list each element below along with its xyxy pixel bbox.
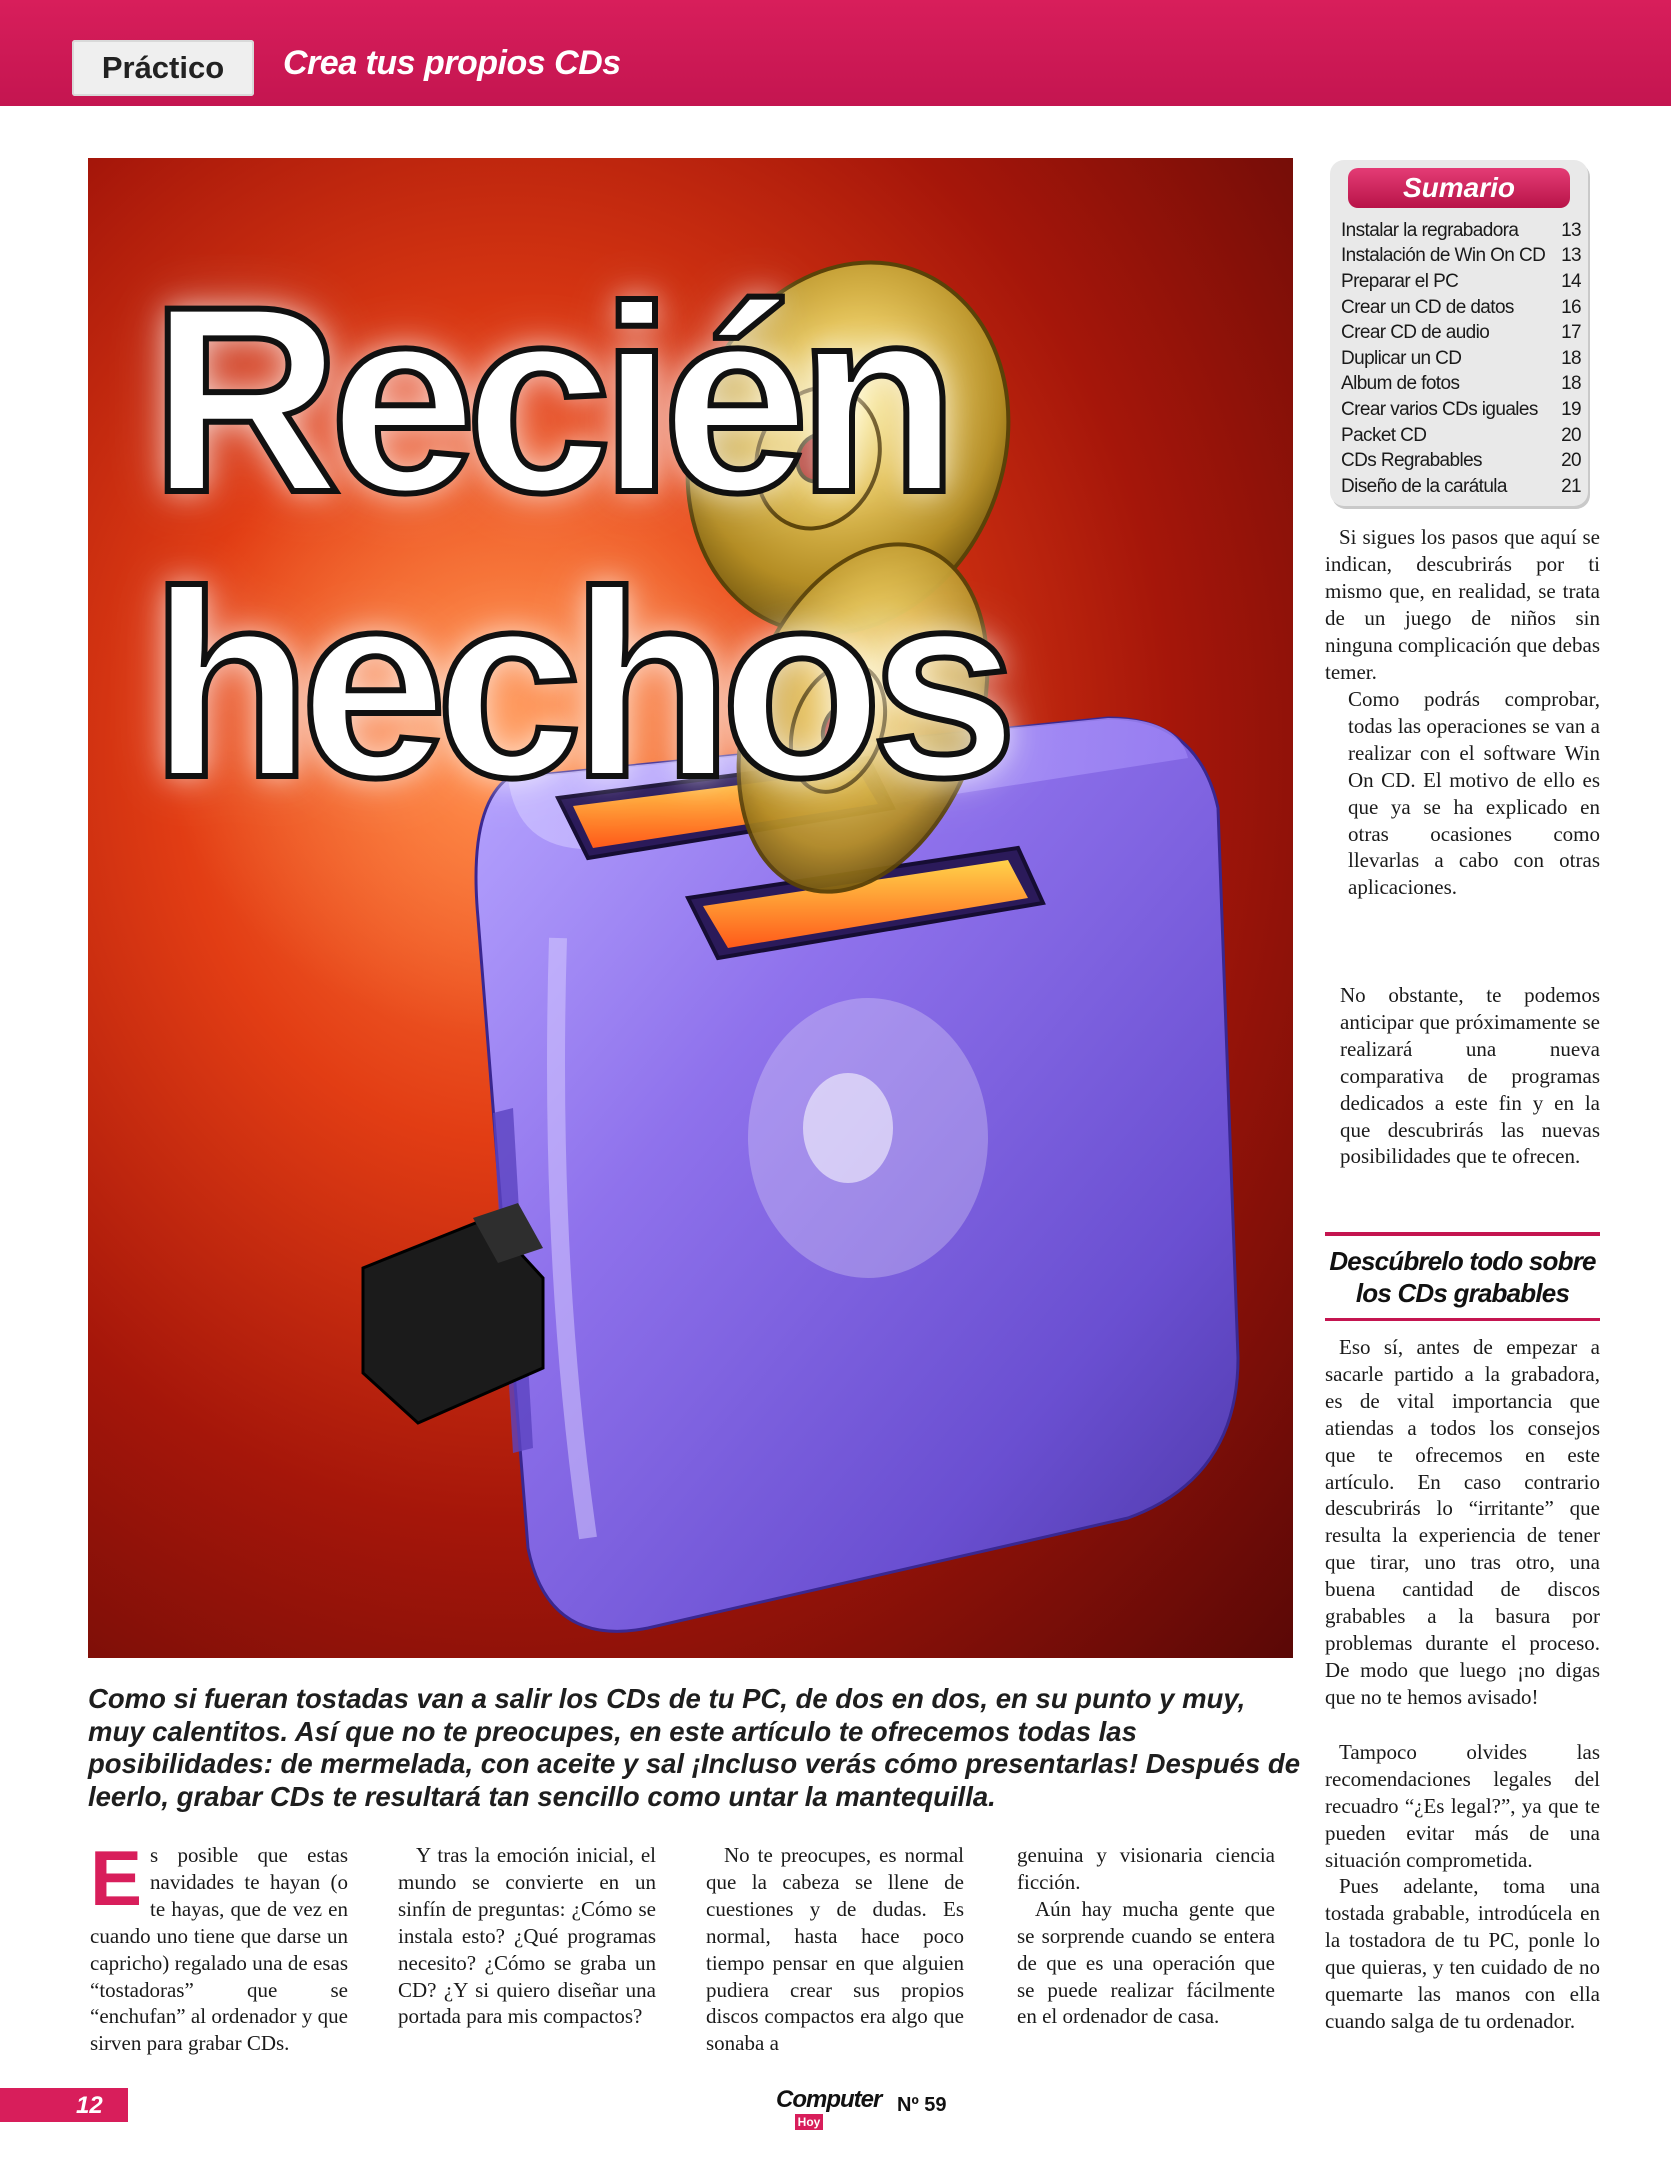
sumario-item	[1341, 474, 1581, 500]
sumario-item	[1341, 423, 1581, 449]
sidebar-paragraph: Como podrás comprobar, todas las operaciones se van a realizar con el software Win On CD. El motivo de ello es que ya se ha explicado en otras ocasiones como llevarlas a cabo con otras aplicaciones.	[1348, 687, 1600, 900]
sumario-item-page: 14	[1561, 270, 1581, 292]
sumario-item-label: Instalación de Win On CD	[1341, 245, 1546, 267]
sumario-item-page: 21	[1561, 475, 1581, 497]
sidebar-paragraph: No obstante, te podemos anticipar que próximamente se realizará una nueva comparativa de programas dedicados a este fin y en la que descubrirás las nuevas posibilidades que te ofrecen.	[1340, 983, 1600, 1169]
sumario-item	[1341, 346, 1581, 372]
sumario-item-label: Diseño de la carátula	[1341, 475, 1507, 497]
sumario-item-page: 13	[1561, 245, 1581, 267]
sidebar-paragraph: Pues adelante, toma una tostada grabable, introdúcela en la tostadora de tu PC, ponle lo que quieras, y ten cuidado de no quemarte las manos con ella cuando salga de tu ordenador.	[1325, 1874, 1600, 2033]
sumario-item-page: 17	[1561, 322, 1581, 344]
body-paragraph: Y tras la emoción inicial, el mundo se convierte en un sinfín de preguntas: ¿Cómo se instala esto? ¿Qué programas necesito? ¿Cómo se graba un CD? ¿Y si quiero diseñar una portada para mis compactos?	[398, 1843, 656, 2029]
sumario-item-label: Crear CD de audio	[1341, 322, 1490, 344]
body-paragraph: No te preocupes, es normal que la cabeza se llene de cuestiones y de dudas. Es normal, hasta hace poco tiempo pensar en que alguien pudiera crear sus propios discos compactos era algo que sonaba a	[706, 1843, 964, 2056]
footer-page-bar	[0, 2088, 128, 2122]
section-rule	[1325, 1318, 1600, 1321]
page-number: 12	[76, 2092, 103, 2119]
sumario-item-page: 13	[1561, 219, 1581, 241]
sumario-item-label: Preparar el PC	[1341, 270, 1459, 292]
sumario-list	[1341, 218, 1581, 500]
sumario-item-page: 19	[1561, 398, 1581, 420]
body-column-2	[398, 1842, 656, 2030]
body-paragraph: genuina y visionaria ciencia ficción.	[1017, 1843, 1275, 1894]
brand-logo-sub: Hoy	[795, 2114, 823, 2130]
sumario-item-page: 20	[1561, 450, 1581, 472]
sumario-box	[1330, 160, 1588, 506]
sumario-item-label: Instalar la regrabadora	[1341, 219, 1519, 241]
sumario-item-page: 16	[1561, 296, 1581, 318]
sumario-item	[1341, 244, 1581, 270]
sumario-item	[1341, 295, 1581, 321]
sumario-item-page: 20	[1561, 424, 1581, 446]
sumario-item	[1341, 448, 1581, 474]
sumario-title: Sumario	[1348, 168, 1570, 208]
brand-logo: Computer	[776, 2086, 882, 2113]
sumario-item-page: 18	[1561, 373, 1581, 395]
body-column-4	[1017, 1842, 1275, 2030]
hero-illustration	[88, 158, 1293, 1658]
section-label: Práctico	[72, 40, 254, 96]
drop-cap: E	[90, 1834, 143, 1922]
sidebar-paragraph: Eso sí, antes de empezar a sacarle partido a la grabadora, es de vital importancia que atiendas a todos los consejos que te ofrecemos en este artículo. En caso contrario descubrirás lo “irritante” que resulta la experiencia de tener que tirar, uno tras otro, una buena cantidad de discos grabables a la basura por problemas durante el proceso. De modo que luego ¡no digas que no te hemos avisado!	[1325, 1335, 1600, 1709]
sumario-item-label: Album de fotos	[1341, 373, 1460, 395]
sumario-item-page: 18	[1561, 347, 1581, 369]
body-paragraph: s posible que estas navidades te hayan (o te hayas, que de vez en cuando uno tiene que darse un capricho) regalado una de esas “tostadoras” que se “enchufan” al ordenador y que sirven para grabar CDs.	[90, 1843, 348, 2056]
sumario-item-label: CDs Regrabables	[1341, 450, 1482, 472]
body-column-3	[706, 1842, 964, 2057]
intro-standfirst: Como si fueran tostadas van a salir los CDs de tu PC, de dos en dos, en su punto y muy, muy calentitos. Así que no te preocupes, en este artículo te ofrecemos todas las posibilidades: de mermelada, con aceite y sal ¡Incluso verás cómo presentarlas! Después de leerlo, grabar CDs te resultará tan sencillo como untar la mantequilla.	[88, 1683, 1301, 1812]
sumario-item	[1341, 269, 1581, 295]
sidebar-paragraph: Tampoco olvides las recomendaciones legales del recuadro “¿Es legal?”, ya que te pueden evitar más de una situación comprometida.	[1325, 1740, 1600, 1872]
issue-number: Nº 59	[897, 2094, 947, 2116]
sumario-item	[1341, 218, 1581, 244]
header-title: Crea tus propios CDs	[283, 44, 621, 82]
sidebar-heading: Descúbrelo todo sobre los CDs grabables	[1329, 1246, 1596, 1308]
sumario-item	[1341, 372, 1581, 398]
body-column-1	[90, 1834, 348, 2057]
sumario-item-label: Duplicar un CD	[1341, 347, 1462, 369]
sumario-item	[1341, 320, 1581, 346]
sumario-item	[1341, 397, 1581, 423]
body-paragraph: Aún hay mucha gente que se sorprende cuando se entera de que es una operación que se puede realizar fácilmente en el ordenador de casa.	[1017, 1896, 1275, 2029]
sumario-item-label: Crear un CD de datos	[1341, 296, 1514, 318]
sidebar-paragraph: Si sigues los pasos que aquí se indican, descubrirás por ti mismo que, en realidad, se trata de un juego de niños sin ninguna complicación que debas temer.	[1325, 525, 1600, 684]
section-rule	[1325, 1232, 1600, 1236]
sumario-item-label: Crear varios CDs iguales	[1341, 398, 1538, 420]
headline-line-1: Recién	[150, 252, 948, 548]
sumario-item-label: Packet CD	[1341, 424, 1427, 446]
headline-line-2: hechos	[150, 537, 1006, 833]
